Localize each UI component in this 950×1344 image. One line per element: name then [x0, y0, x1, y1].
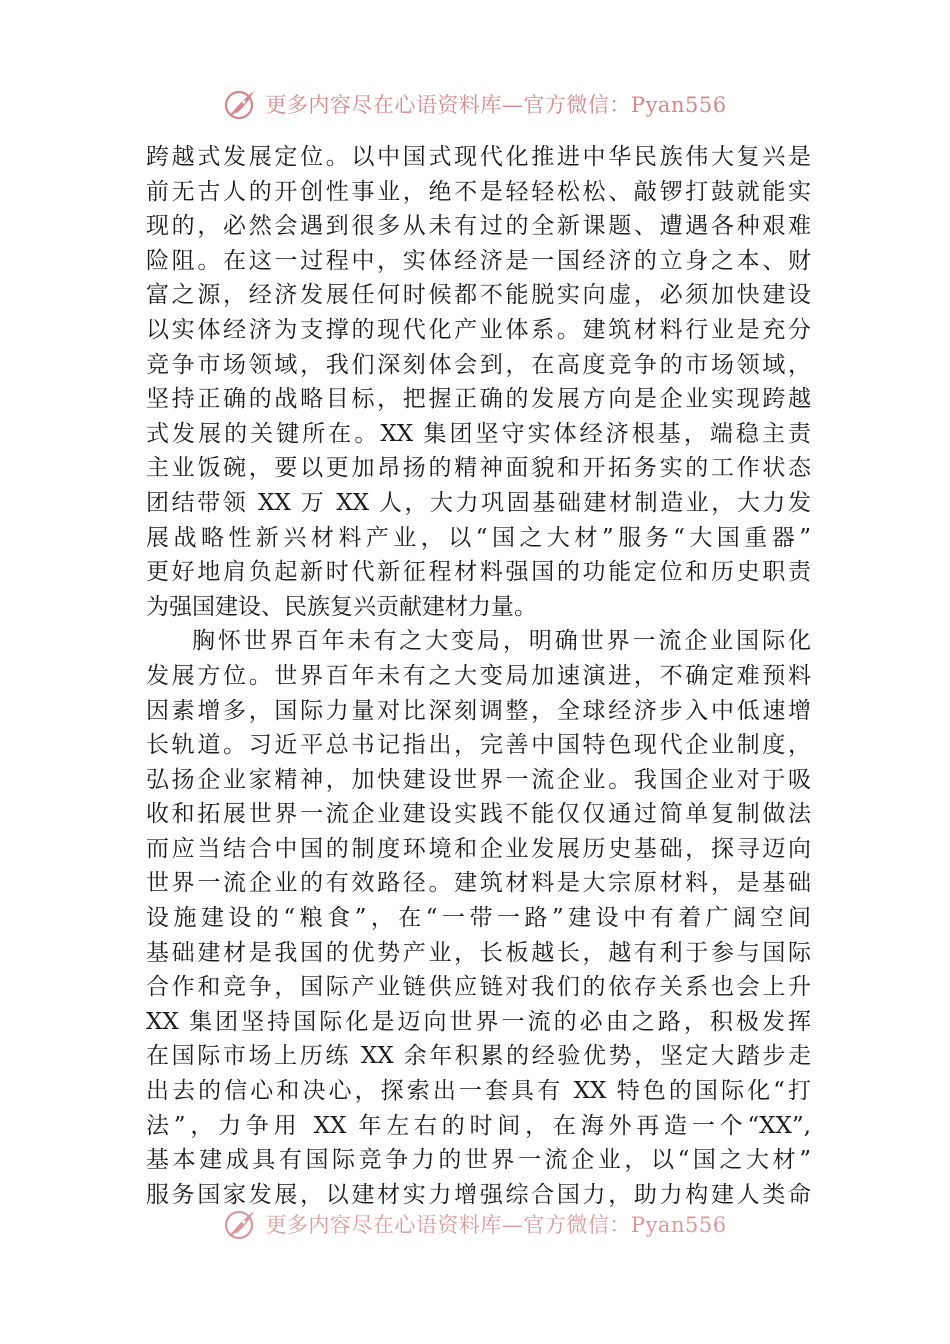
text-line: 前无古人的开创性事业，绝不是轻轻松松、敲锣打鼓就能实: [146, 178, 811, 205]
text-line: 法”，力争用 XX 年左右的时间，在海外再造一个“XX”,: [146, 1112, 811, 1139]
text-line: 跨越式发展定位。以中国式现代化推进中华民族伟大复兴是: [146, 144, 811, 170]
text-line: XX 集团坚持国际化是迈向世界一流的必由之路，积极发挥: [146, 1008, 811, 1035]
text-line: 基础建材是我国的优势产业，长板越长，越有利于参与国际: [146, 939, 811, 966]
paragraph-1: [146, 140, 811, 624]
text-line: 更好地肩负起新时代新征程材料强国的功能定位和历史职责: [146, 559, 811, 586]
text-line: 现的，必然会遇到很多从未有过的全新课题、遭遇各种艰难: [146, 213, 811, 240]
text-line: 展战略性新兴材料产业，以“国之大材”服务“大国重器”: [146, 524, 811, 551]
text-line: 收和拓展世界一流企业建设实践不能仅仅通过简单复制做法: [146, 801, 811, 828]
text-line: 在国际市场上历练 XX 余年积累的经验优势，坚定大踏步走: [146, 1043, 811, 1070]
text-line: 合作和竞争，国际产业链供应链对我们的依存关系也会上升: [146, 974, 811, 1001]
pen-nib-icon: [223, 1206, 259, 1242]
watermark-header: [0, 86, 950, 122]
text-line: 主业饭碗，要以更加昂扬的精神面貌和开拓务实的工作状态: [146, 455, 811, 482]
text-line: 式发展的关键所在。XX 集团坚守实体经济根基，端稳主责: [146, 420, 811, 447]
watermark-footer: [0, 1206, 950, 1242]
text-line: 出去的信心和决心，探索出一套具有 XX 特色的国际化“打: [146, 1078, 811, 1105]
text-line: 发展方位。世界百年未有之大变局加速演进，不确定难预料: [146, 662, 811, 689]
text-line: 险阻。在这一过程中，实体经济是一国经济的立身之本、财: [146, 247, 811, 274]
text-line: 服务国家发展，以建材实力增强综合国力，助力构建人类命: [146, 1181, 811, 1208]
text-line: 设施建设的“粮食”，在“一带一路”建设中有着广阔空间: [146, 905, 811, 932]
watermark-text: 更多内容尽在心语资料库—官方微信：Pyan556: [265, 1213, 727, 1237]
text-line: 因素增多，国际力量对比深刻调整，全球经济步入中低速增: [146, 697, 811, 724]
text-line: 基本建成具有国际竞争力的世界一流企业，以“国之大材”: [146, 1147, 811, 1174]
text-line: 富之源，经济发展任何时候都不能脱实向虚，必须加快建设: [146, 282, 811, 309]
text-line: 为强国建设、民族复兴贡献建材力量。: [146, 593, 537, 620]
paragraph-2: [146, 624, 811, 1212]
text-line: 世界一流企业的有效路径。建筑材料是大宗原材料，是基础: [146, 870, 811, 897]
text-line: 胸怀世界百年未有之大变局，明确世界一流企业国际化: [192, 628, 811, 655]
text-line: 竞争市场领域，我们深刻体会到，在高度竞争的市场领域，: [146, 351, 811, 378]
watermark-text: 更多内容尽在心语资料库—官方微信：Pyan556: [265, 93, 727, 117]
text-line: 而应当结合中国的制度环境和企业发展历史基础，探寻迈向: [146, 835, 811, 862]
text-line: 弘扬企业家精神，加快建设世界一流企业。我国企业对于吸: [146, 766, 811, 793]
article-body: [146, 140, 811, 1212]
text-line: 长轨道。习近平总书记指出，完善中国特色现代企业制度，: [146, 732, 811, 759]
text-line: 团结带领 XX 万 XX 人，大力巩固基础建材制造业，大力发: [146, 489, 811, 516]
text-line: 坚持正确的战略目标，把握正确的发展方向是企业实现跨越: [146, 386, 811, 413]
pen-nib-icon: [223, 86, 259, 122]
text-line: 以实体经济为支撑的现代化产业体系。建筑材料行业是充分: [146, 316, 811, 343]
